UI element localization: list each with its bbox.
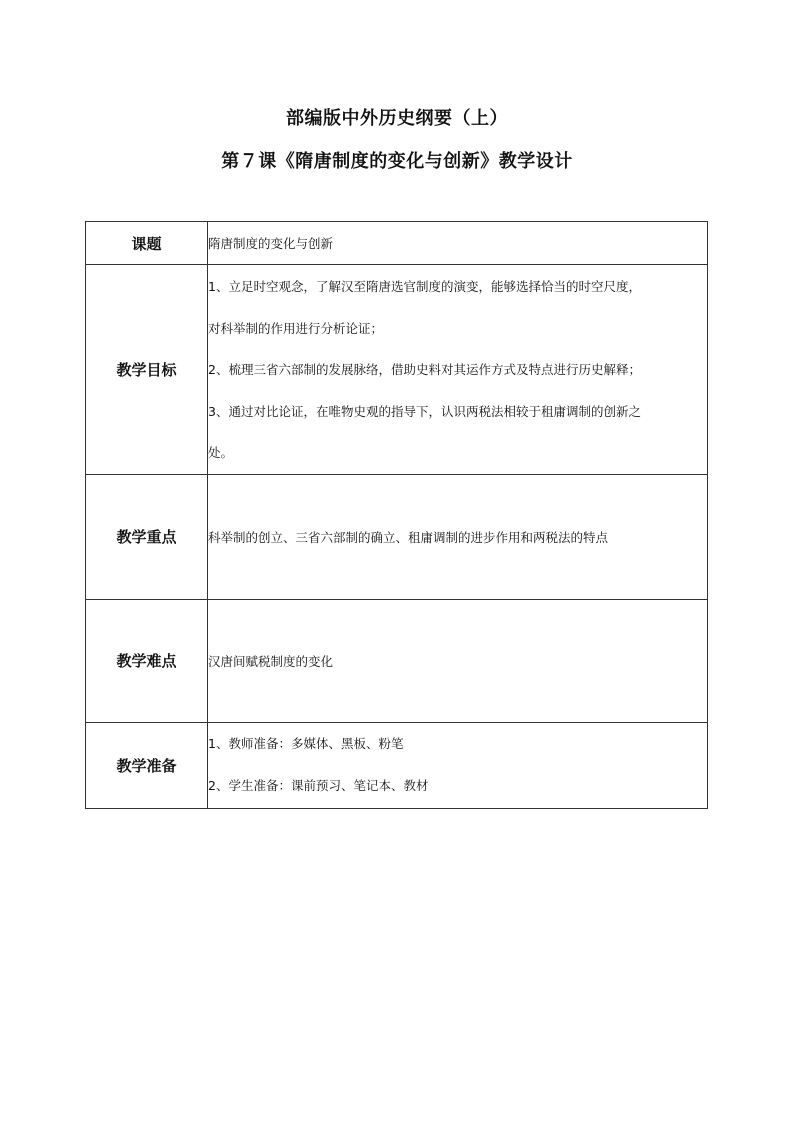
preparation-line: 1、教师准备：多媒体、黑板、粉笔 (208, 736, 404, 751)
table-row-difficulties (86, 599, 708, 722)
topic-label: 课题 (86, 222, 208, 265)
difficulties-value: 汉唐间赋税制度的变化 (208, 599, 708, 722)
document-title: 部编版中外历史纲要（上） (286, 108, 508, 129)
table-row-preparation (86, 722, 708, 808)
preparation-label: 教学准备 (86, 722, 208, 808)
table-row-key-points (86, 474, 708, 599)
objective-line: 2、梳理三省六部制的发展脉络，借助史料对其运作方式及特点进行历史解释； (208, 362, 641, 377)
lesson-plan-table (85, 221, 708, 809)
objectives-cell (208, 265, 708, 475)
objective-line: 对科举制的作用进行分析论证； (208, 320, 384, 336)
objective-line: 处。 (208, 445, 234, 460)
objectives-label: 教学目标 (86, 265, 208, 475)
preparation-cell (208, 722, 708, 808)
objective-line: 1、立足时空观念，了解汉至隋唐选官制度的演变，能够选择恰当的时空尺度， (208, 279, 641, 294)
table-row-objectives (86, 265, 708, 475)
objective-line: 3、通过对比论证，在唯物史观的指导下，认识两税法相较于租庸调制的创新之 (208, 403, 641, 419)
document-subtitle: 第７课《隋唐制度的变化与创新》教学设计 (221, 151, 573, 172)
key-points-value: 科举制的创立、三省六部制的确立、租庸调制的进步作用和两税法的特点 (208, 474, 708, 599)
topic-value: 隋唐制度的变化与创新 (208, 222, 708, 265)
key-points-label: 教学重点 (86, 474, 208, 599)
preparation-line: 2、学生准备：课前预习、笔记本、教材 (208, 778, 429, 793)
table-row-topic (86, 222, 708, 265)
difficulties-label: 教学难点 (86, 599, 208, 722)
